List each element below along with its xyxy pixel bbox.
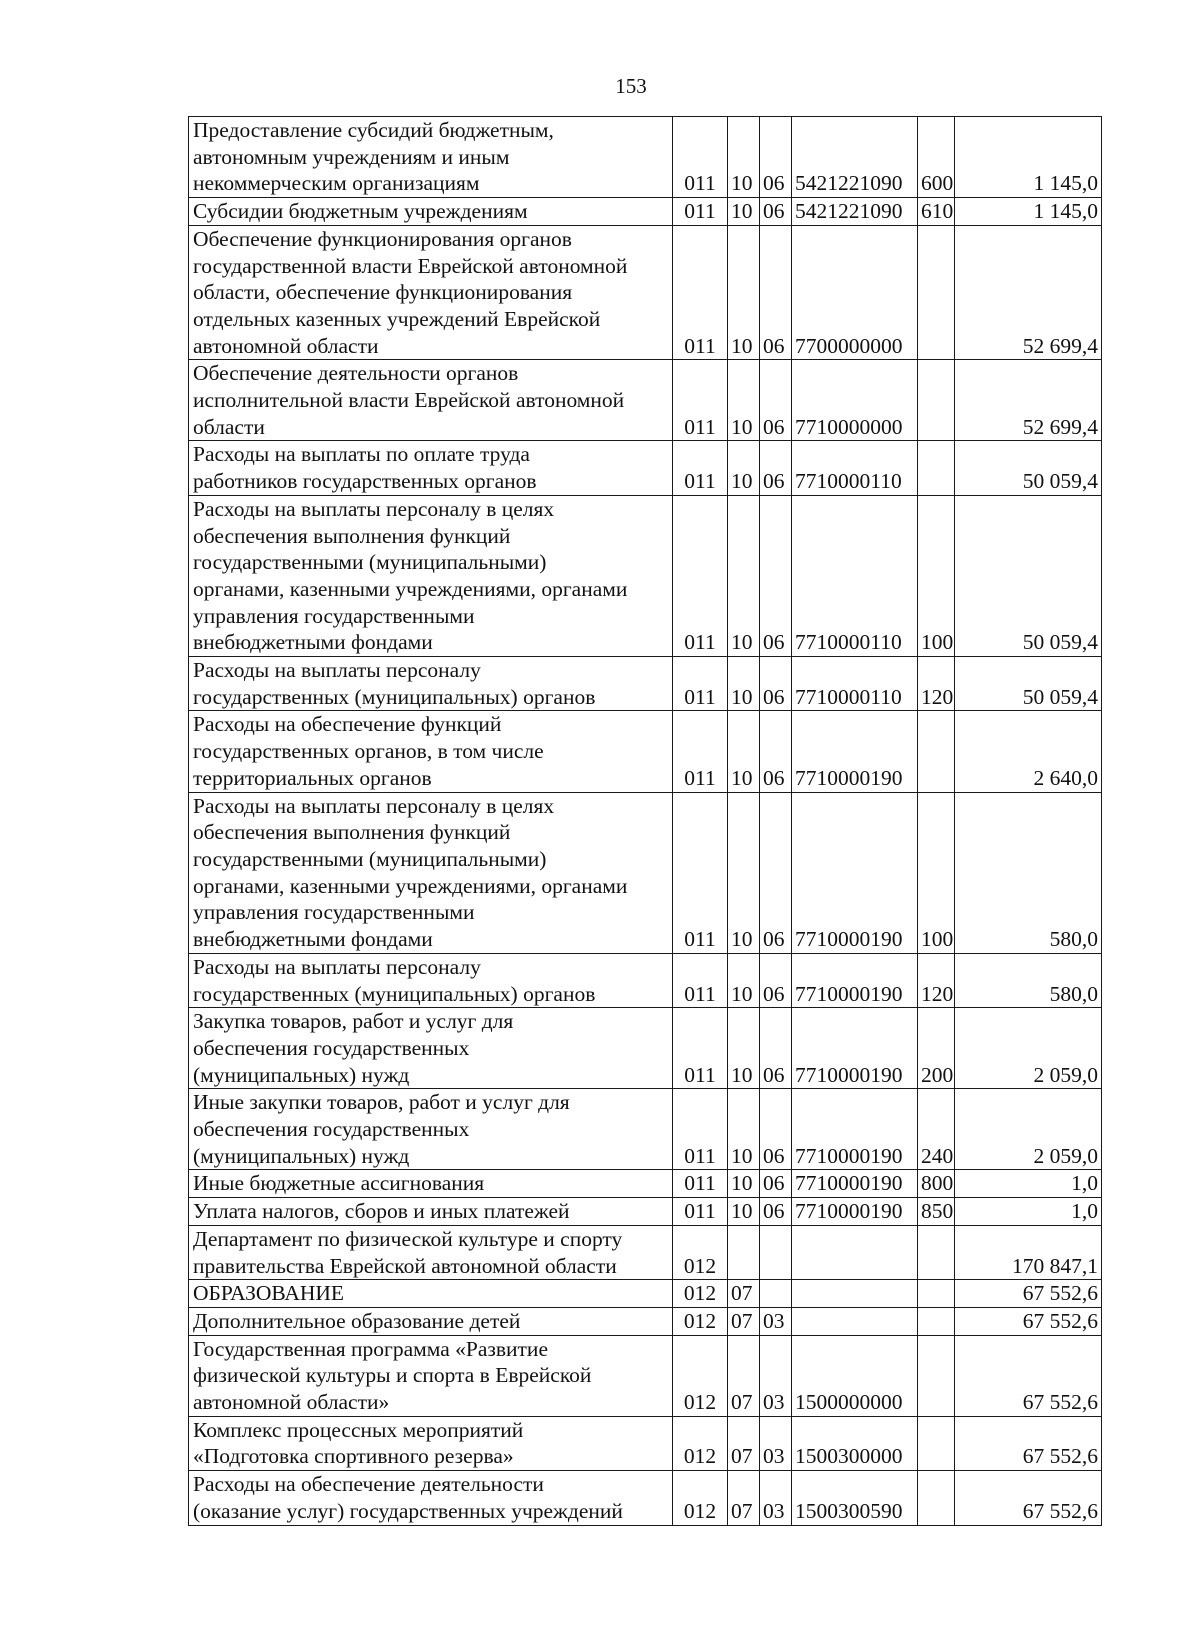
amount: 170 847,1 bbox=[955, 1225, 1102, 1279]
subsection-code: 06 bbox=[760, 495, 792, 656]
section-code: 10 bbox=[728, 657, 760, 711]
dept-code: 011 bbox=[673, 198, 728, 226]
table-row bbox=[189, 1170, 1102, 1198]
dept-code: 012 bbox=[673, 1335, 728, 1416]
row-description: Иные бюджетные ассигнования bbox=[189, 1170, 673, 1198]
row-description: Обеспечение функционирования органов государственной власти Еврейской автономной области, обеспечение функционирования отдельных казенных учреждений Еврейской автономной области bbox=[189, 225, 673, 360]
amount: 50 059,4 bbox=[955, 657, 1102, 711]
target-article-code: 7710000190 bbox=[792, 711, 918, 792]
subsection-code: 03 bbox=[760, 1416, 792, 1470]
row-description: Государственная программа «Развитие физической культуры и спорта в Еврейской автономной области» bbox=[189, 1335, 673, 1416]
dept-code: 012 bbox=[673, 1416, 728, 1470]
subsection-code: 06 bbox=[760, 1198, 792, 1226]
page-number: 153 bbox=[615, 74, 647, 98]
amount: 1,0 bbox=[955, 1170, 1102, 1198]
expense-type-code: 120 bbox=[918, 657, 955, 711]
row-description: Обеспечение деятельности органов исполнительной власти Еврейской автономной области bbox=[189, 360, 673, 441]
amount: 67 552,6 bbox=[955, 1280, 1102, 1308]
amount: 1,0 bbox=[955, 1198, 1102, 1226]
table-row bbox=[189, 1416, 1102, 1470]
target-article-code: 7710000000 bbox=[792, 360, 918, 441]
row-description: Субсидии бюджетным учреждениям bbox=[189, 198, 673, 226]
section-code: 07 bbox=[728, 1280, 760, 1308]
section-code: 10 bbox=[728, 441, 760, 495]
expense-type-code: 100 bbox=[918, 495, 955, 656]
dept-code: 011 bbox=[673, 657, 728, 711]
dept-code: 012 bbox=[673, 1471, 728, 1525]
expense-type-code: 600 bbox=[918, 117, 955, 198]
amount: 67 552,6 bbox=[955, 1471, 1102, 1525]
expense-type-code bbox=[918, 711, 955, 792]
target-article-code: 5421221090 bbox=[792, 117, 918, 198]
subsection-code: 06 bbox=[760, 225, 792, 360]
row-description: Расходы на обеспечение деятельности (оказание услуг) государственных учреждений bbox=[189, 1471, 673, 1525]
table-row bbox=[189, 657, 1102, 711]
section-code: 10 bbox=[728, 1089, 760, 1170]
target-article-code: 7710000190 bbox=[792, 1089, 918, 1170]
dept-code: 012 bbox=[673, 1307, 728, 1335]
section-code: 10 bbox=[728, 1198, 760, 1226]
target-article-code: 7710000190 bbox=[792, 792, 918, 953]
row-description: Расходы на выплаты персоналу в целях обеспечения выполнения функций государственными (муниципальными) органами, казенными учреждениями, органами управления государственными внебюджетными фондами bbox=[189, 792, 673, 953]
section-code: 10 bbox=[728, 953, 760, 1007]
amount: 580,0 bbox=[955, 953, 1102, 1007]
expense-type-code: 850 bbox=[918, 1198, 955, 1226]
dept-code: 011 bbox=[673, 792, 728, 953]
table-row bbox=[189, 1008, 1102, 1089]
row-description: Иные закупки товаров, работ и услуг для обеспечения государственных (муниципальных) нужд bbox=[189, 1089, 673, 1170]
expense-type-code: 120 bbox=[918, 953, 955, 1007]
target-article-code: 7710000190 bbox=[792, 1170, 918, 1198]
amount: 50 059,4 bbox=[955, 495, 1102, 656]
expense-type-code bbox=[918, 1471, 955, 1525]
subsection-code: 06 bbox=[760, 1008, 792, 1089]
subsection-code: 03 bbox=[760, 1471, 792, 1525]
amount: 580,0 bbox=[955, 792, 1102, 953]
table-row bbox=[189, 711, 1102, 792]
table-row bbox=[189, 198, 1102, 226]
section-code: 07 bbox=[728, 1307, 760, 1335]
table-row bbox=[189, 792, 1102, 953]
subsection-code: 06 bbox=[760, 711, 792, 792]
subsection-code: 06 bbox=[760, 1089, 792, 1170]
table-row bbox=[189, 953, 1102, 1007]
row-description: Дополнительное образование детей bbox=[189, 1307, 673, 1335]
target-article-code: 1500000000 bbox=[792, 1335, 918, 1416]
row-description: Департамент по физической культуре и спорту правительства Еврейской автономной области bbox=[189, 1225, 673, 1279]
subsection-code: 06 bbox=[760, 360, 792, 441]
expense-type-code bbox=[918, 1307, 955, 1335]
amount: 2 640,0 bbox=[955, 711, 1102, 792]
budget-table-body bbox=[189, 117, 1102, 1526]
row-description: Предоставление субсидий бюджетным, автономным учреждениям и иным некоммерческим организациям bbox=[189, 117, 673, 198]
expense-type-code bbox=[918, 441, 955, 495]
amount: 2 059,0 bbox=[955, 1008, 1102, 1089]
section-code: 10 bbox=[728, 360, 760, 441]
budget-table bbox=[188, 116, 1102, 1526]
dept-code: 011 bbox=[673, 953, 728, 1007]
dept-code: 011 bbox=[673, 1089, 728, 1170]
expense-type-code bbox=[918, 1225, 955, 1279]
target-article-code bbox=[792, 1307, 918, 1335]
table-row bbox=[189, 1335, 1102, 1416]
target-article-code: 7710000190 bbox=[792, 1008, 918, 1089]
subsection-code: 06 bbox=[760, 198, 792, 226]
section-code: 10 bbox=[728, 1008, 760, 1089]
dept-code: 011 bbox=[673, 1198, 728, 1226]
expense-type-code bbox=[918, 1416, 955, 1470]
subsection-code: 06 bbox=[760, 117, 792, 198]
target-article-code: 7710000190 bbox=[792, 953, 918, 1007]
row-description: Расходы на выплаты персоналу государственных (муниципальных) органов bbox=[189, 953, 673, 1007]
row-description: Расходы на выплаты персоналу в целях обеспечения выполнения функций государственными (муниципальными) органами, казенными учреждениями, органами управления государственными внебюджетными фондами bbox=[189, 495, 673, 656]
target-article-code bbox=[792, 1225, 918, 1279]
dept-code: 011 bbox=[673, 225, 728, 360]
amount: 2 059,0 bbox=[955, 1089, 1102, 1170]
table-row bbox=[189, 1225, 1102, 1279]
row-description: Комплекс процессных мероприятий «Подготовка спортивного резерва» bbox=[189, 1416, 673, 1470]
expense-type-code: 800 bbox=[918, 1170, 955, 1198]
section-code: 10 bbox=[728, 792, 760, 953]
row-description: Расходы на обеспечение функций государственных органов, в том числе территориальных органов bbox=[189, 711, 673, 792]
dept-code: 011 bbox=[673, 711, 728, 792]
subsection-code: 06 bbox=[760, 441, 792, 495]
table-row bbox=[189, 117, 1102, 198]
section-code: 07 bbox=[728, 1471, 760, 1525]
row-description: Расходы на выплаты по оплате труда работников государственных органов bbox=[189, 441, 673, 495]
section-code: 10 bbox=[728, 1170, 760, 1198]
expense-type-code bbox=[918, 1335, 955, 1416]
table-row bbox=[189, 225, 1102, 360]
target-article-code: 1500300000 bbox=[792, 1416, 918, 1470]
section-code: 10 bbox=[728, 198, 760, 226]
amount: 52 699,4 bbox=[955, 360, 1102, 441]
subsection-code bbox=[760, 1225, 792, 1279]
amount: 1 145,0 bbox=[955, 117, 1102, 198]
dept-code: 011 bbox=[673, 1170, 728, 1198]
amount: 50 059,4 bbox=[955, 441, 1102, 495]
dept-code: 011 bbox=[673, 117, 728, 198]
table-row bbox=[189, 1280, 1102, 1308]
section-code bbox=[728, 1225, 760, 1279]
target-article-code: 7710000110 bbox=[792, 657, 918, 711]
table-row bbox=[189, 1307, 1102, 1335]
section-code: 07 bbox=[728, 1416, 760, 1470]
expense-type-code: 240 bbox=[918, 1089, 955, 1170]
subsection-code: 03 bbox=[760, 1307, 792, 1335]
target-article-code: 7710000110 bbox=[792, 495, 918, 656]
amount: 67 552,6 bbox=[955, 1335, 1102, 1416]
row-description: Расходы на выплаты персоналу государственных (муниципальных) органов bbox=[189, 657, 673, 711]
subsection-code bbox=[760, 1280, 792, 1308]
expense-type-code bbox=[918, 360, 955, 441]
expense-type-code: 200 bbox=[918, 1008, 955, 1089]
table-row bbox=[189, 360, 1102, 441]
row-description: Уплата налогов, сборов и иных платежей bbox=[189, 1198, 673, 1226]
amount: 52 699,4 bbox=[955, 225, 1102, 360]
table-row bbox=[189, 1089, 1102, 1170]
dept-code: 011 bbox=[673, 495, 728, 656]
target-article-code: 1500300590 bbox=[792, 1471, 918, 1525]
section-code: 07 bbox=[728, 1335, 760, 1416]
row-description: Закупка товаров, работ и услуг для обеспечения государственных (муниципальных) нужд bbox=[189, 1008, 673, 1089]
target-article-code bbox=[792, 1280, 918, 1308]
expense-type-code bbox=[918, 225, 955, 360]
subsection-code: 06 bbox=[760, 1170, 792, 1198]
table-row bbox=[189, 1471, 1102, 1525]
table-row bbox=[189, 1198, 1102, 1226]
expense-type-code: 100 bbox=[918, 792, 955, 953]
table-row bbox=[189, 495, 1102, 656]
amount: 1 145,0 bbox=[955, 198, 1102, 226]
subsection-code: 06 bbox=[760, 953, 792, 1007]
row-description: ОБРАЗОВАНИЕ bbox=[189, 1280, 673, 1308]
amount: 67 552,6 bbox=[955, 1307, 1102, 1335]
amount: 67 552,6 bbox=[955, 1416, 1102, 1470]
target-article-code: 7710000110 bbox=[792, 441, 918, 495]
dept-code: 012 bbox=[673, 1280, 728, 1308]
dept-code: 011 bbox=[673, 441, 728, 495]
dept-code: 011 bbox=[673, 360, 728, 441]
subsection-code: 06 bbox=[760, 657, 792, 711]
section-code: 10 bbox=[728, 711, 760, 792]
dept-code: 011 bbox=[673, 1008, 728, 1089]
target-article-code: 7700000000 bbox=[792, 225, 918, 360]
target-article-code: 7710000190 bbox=[792, 1198, 918, 1226]
section-code: 10 bbox=[728, 117, 760, 198]
subsection-code: 03 bbox=[760, 1335, 792, 1416]
expense-type-code: 610 bbox=[918, 198, 955, 226]
target-article-code: 5421221090 bbox=[792, 198, 918, 226]
expense-type-code bbox=[918, 1280, 955, 1308]
subsection-code: 06 bbox=[760, 792, 792, 953]
section-code: 10 bbox=[728, 495, 760, 656]
table-row bbox=[189, 441, 1102, 495]
section-code: 10 bbox=[728, 225, 760, 360]
dept-code: 012 bbox=[673, 1225, 728, 1279]
